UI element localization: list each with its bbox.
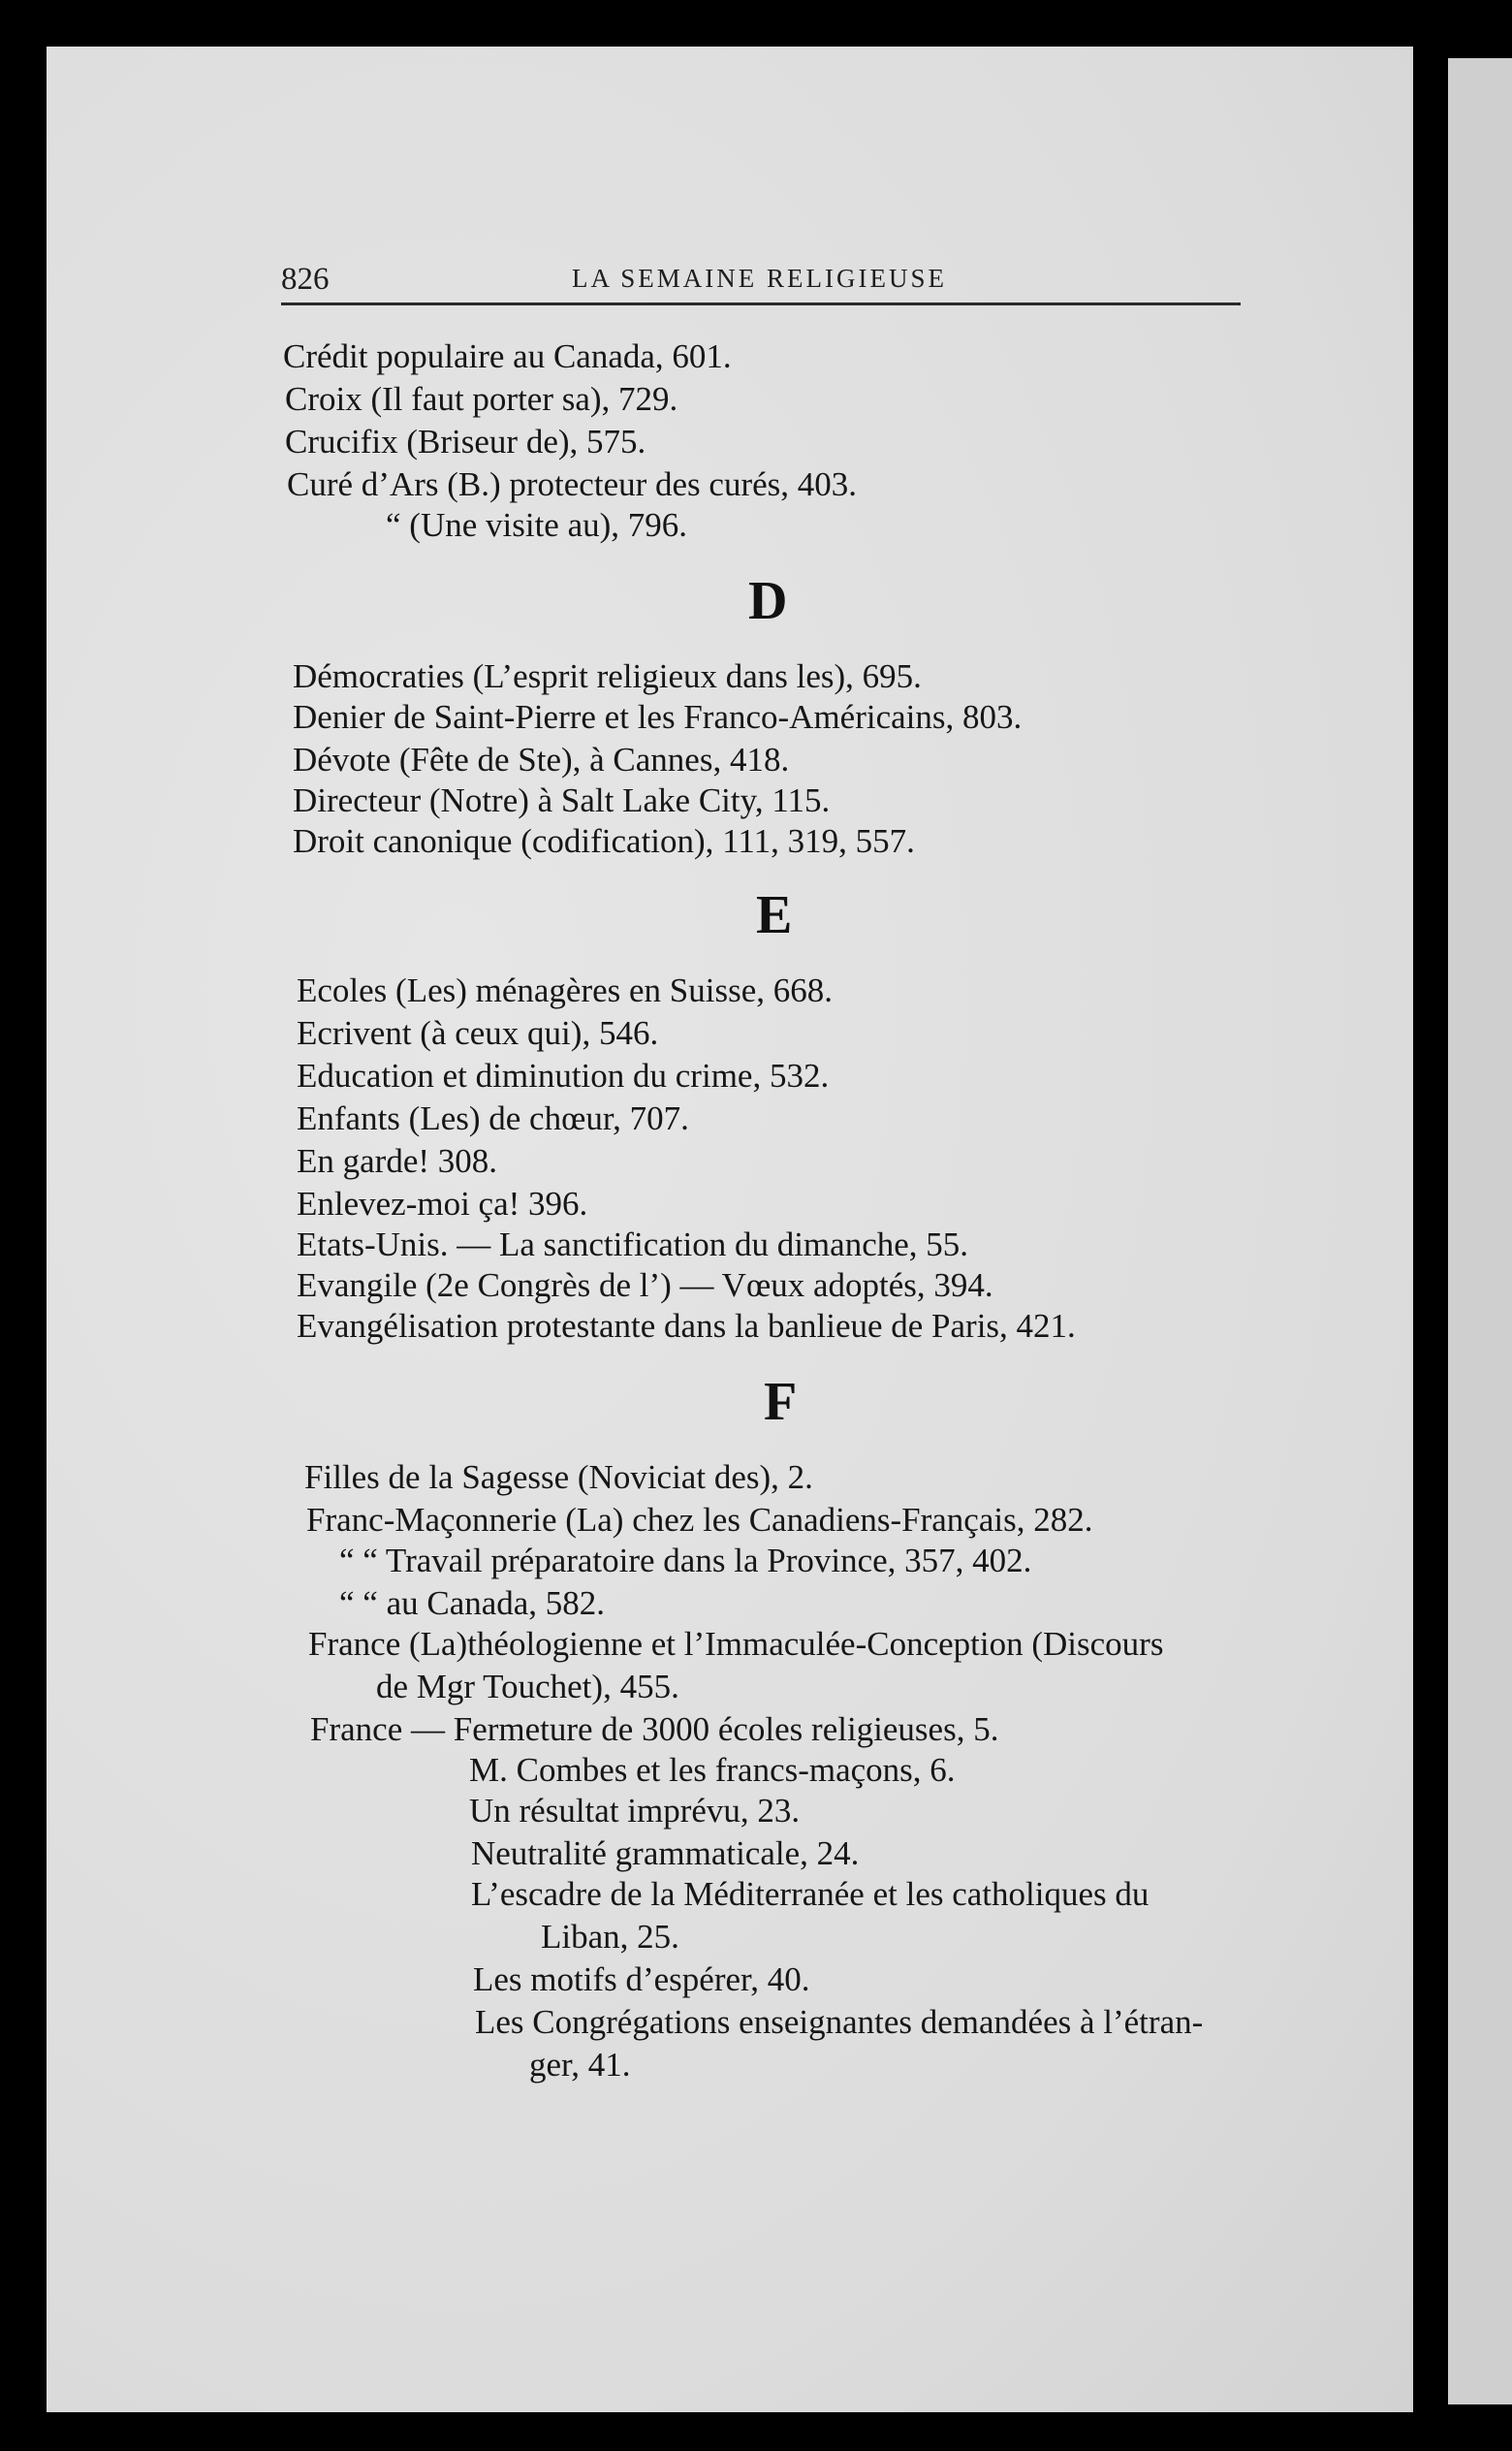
header-rule xyxy=(281,302,1241,305)
index-entry: France — Fermeture de 3000 écoles religieuses, 5. xyxy=(310,1710,999,1748)
page-header xyxy=(281,262,1241,306)
index-entry: ger, 41. xyxy=(529,2046,631,2084)
index-entry: “ (Une visite au), 796. xyxy=(386,506,688,544)
index-entry: Directeur (Notre) à Salt Lake City, 115. xyxy=(293,781,831,819)
index-entry: Droit canonique (codification), 111, 319, 557. xyxy=(293,822,915,860)
adjacent-page-edge xyxy=(1448,58,1512,2404)
index-entry: “ “ au Canada, 582. xyxy=(339,1584,606,1622)
index-entry: Liban, 25. xyxy=(541,1918,679,1956)
index-entry: En garde! 308. xyxy=(297,1142,498,1180)
section-letter-d: D xyxy=(748,571,788,631)
index-entry: Filles de la Sagesse (Noviciat des), 2. xyxy=(304,1458,813,1496)
index-entry: Dévote (Fête de Ste), à Cannes, 418. xyxy=(293,741,790,779)
index-entry: Crucifix (Briseur de), 575. xyxy=(285,423,646,461)
index-entry: Enlevez-moi ça! 396. xyxy=(297,1185,588,1223)
index-entry: M. Combes et les francs-maçons, 6. xyxy=(469,1751,956,1789)
index-entry: Curé d’Ars (B.) protecteur des curés, 403. xyxy=(287,465,858,503)
index-entry: Etats-Unis. — La sanctification du dimanche, 55. xyxy=(297,1226,969,1263)
section-letter-f: F xyxy=(764,1372,798,1432)
running-title: LA SEMAINE RELIGIEUSE xyxy=(572,264,947,293)
index-entry: Evangélisation protestante dans la banlieue de Paris, 421. xyxy=(297,1307,1076,1345)
index-entry: Neutralité grammaticale, 24. xyxy=(471,1834,860,1872)
index-entry: Un résultat imprévu, 23. xyxy=(469,1792,801,1830)
index-entry: L’escadre de la Méditerranée et les catholiques du xyxy=(471,1875,1150,1913)
index-entry: “ “ Travail préparatoire dans la Province, 357, 402. xyxy=(339,1542,1032,1579)
index-entry: Démocraties (L’esprit religieux dans les), 695. xyxy=(293,657,922,695)
index-entry: Les motifs d’espérer, 40. xyxy=(473,1960,810,1998)
section-letter-e: E xyxy=(756,885,793,945)
index-entry: Franc-Maçonnerie (La) chez les Canadiens-Français, 282. xyxy=(306,1501,1093,1539)
index-entry: Enfants (Les) de chœur, 707. xyxy=(297,1099,689,1137)
index-entry: France (La)théologienne et l’Immaculée-Conception (Discours xyxy=(308,1625,1164,1663)
page-number: 826 xyxy=(281,262,330,297)
index-entry: Crédit populaire au Canada, 601. xyxy=(283,337,732,375)
index-entry: Croix (Il faut porter sa), 729. xyxy=(285,380,678,418)
index-entry: Denier de Saint-Pierre et les Franco-Américains, 803. xyxy=(293,698,1023,736)
index-entry: Ecrivent (à ceux qui), 546. xyxy=(297,1014,659,1052)
index-entry: Education et diminution du crime, 532. xyxy=(297,1057,830,1095)
index-entry: Evangile (2e Congrès de l’) — Vœux adoptés, 394. xyxy=(297,1266,993,1304)
index-entry: de Mgr Touchet), 455. xyxy=(376,1668,679,1705)
index-entry: Les Congrégations enseignantes demandées à l’étran- xyxy=(475,2003,1204,2041)
index-entry: Ecoles (Les) ménagères en Suisse, 668. xyxy=(297,971,834,1009)
